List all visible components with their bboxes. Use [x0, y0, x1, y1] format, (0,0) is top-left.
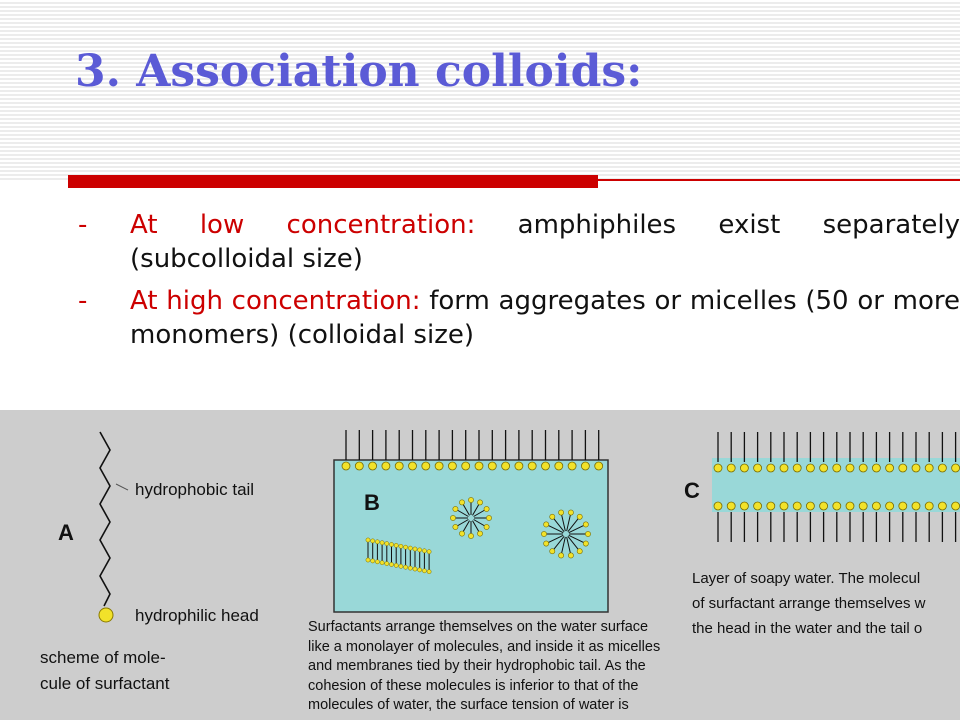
panel-c-letter: C [684, 478, 700, 503]
surfactant-head [382, 462, 390, 470]
surfactant-head [767, 464, 775, 472]
surfactant-head [395, 462, 403, 470]
surfactant-head [583, 522, 588, 527]
surfactant-head [925, 464, 933, 472]
surfactant-head [355, 462, 363, 470]
surfactant-head [385, 542, 389, 546]
surfactant-head [806, 502, 814, 510]
surfactant-head [767, 502, 775, 510]
bullet-body: amphiphiles exist separately (subcolloidal size) [130, 210, 960, 274]
surfactant-head [555, 462, 563, 470]
hydrophilic-head-label: hydrophilic head [135, 606, 259, 625]
surfactant-head [409, 462, 417, 470]
surfactant-head [793, 464, 801, 472]
surfactant-head [544, 541, 549, 546]
surfactant-head [371, 539, 375, 543]
surfactant-head [477, 500, 482, 505]
bullet-lead: At high concentration: [130, 286, 421, 316]
surfactant-head [459, 531, 464, 536]
surfactant-head [528, 462, 536, 470]
surfactant-head [389, 562, 393, 566]
panel-b-letter: B [364, 490, 380, 515]
surfactant-head [468, 533, 473, 538]
surfactant-head [404, 565, 408, 569]
surfactant-head [475, 462, 483, 470]
surfactant-head [380, 561, 384, 565]
surfactant-head [727, 502, 735, 510]
surfactant-head [448, 462, 456, 470]
surfactant-head [462, 462, 470, 470]
surfactant-head [468, 497, 473, 502]
surfactant-head [820, 502, 828, 510]
surfactant-head [886, 502, 894, 510]
surfactant-head [399, 564, 403, 568]
surfactant-head [413, 547, 417, 551]
surfactant-head [912, 502, 920, 510]
bullet-dash: - [78, 210, 88, 240]
surfactant-head [389, 542, 393, 546]
surfactant-head [568, 462, 576, 470]
surfactant-head [477, 531, 482, 536]
panel-a-caption-line-2: cule of surfactant [40, 674, 170, 693]
slide-title: 3. Association colloids: [75, 46, 643, 97]
surfactant-head [754, 502, 762, 510]
surfactant-head [872, 464, 880, 472]
surfactant-head [435, 462, 443, 470]
surfactant-head [727, 464, 735, 472]
surfactant-tail [100, 432, 110, 606]
surfactant-head [502, 462, 510, 470]
surfactant-head [453, 524, 458, 529]
surfactant-head [550, 514, 555, 519]
bullet-high-concentration [78, 284, 960, 352]
panel-c-caption: Layer of soapy water. The molecul of surfactant arrange themselves w the head in the water and the tail o [692, 570, 926, 637]
surfactant-head [899, 502, 907, 510]
surfactant-head [418, 568, 422, 572]
surfactant-head [394, 563, 398, 567]
surfactant-head [418, 548, 422, 552]
surfactant-head [846, 502, 854, 510]
title-underline-thin [598, 179, 960, 181]
surfactant-head [806, 464, 814, 472]
surfactant-head [714, 502, 722, 510]
surfactant-head [740, 502, 748, 510]
surfactant-head [515, 462, 523, 470]
surfactant-head [486, 515, 491, 520]
bullet-low-concentration [78, 208, 960, 276]
surfactant-head [859, 464, 867, 472]
bullet-lead: At low concentration: [130, 210, 476, 240]
panel-a-caption-line-1: scheme of mole- [40, 648, 166, 667]
surfactant-head [413, 567, 417, 571]
panel-a-letter: A [58, 520, 74, 545]
surfactant-head [952, 464, 960, 472]
surfactant-head [541, 531, 546, 536]
surfactant-head [780, 502, 788, 510]
surfactant-head [371, 559, 375, 563]
surfactant-head [484, 524, 489, 529]
surfactant-head [408, 566, 412, 570]
surfactant-head [833, 464, 841, 472]
surfactant-head [833, 502, 841, 510]
surfactant-head [899, 464, 907, 472]
surfactant-head [394, 543, 398, 547]
surfactant-head [568, 510, 573, 515]
title-underline [68, 175, 598, 188]
surfactant-head [422, 462, 430, 470]
surfactant-head [820, 464, 828, 472]
surfactant-head [488, 462, 496, 470]
surfactant-head [366, 558, 370, 562]
surfactant-head [577, 549, 582, 554]
surfactant-head [925, 502, 933, 510]
surfactant-head [559, 510, 564, 515]
surfactant-head [595, 462, 603, 470]
surfactant-head [422, 569, 426, 573]
bullet-list [78, 208, 960, 360]
surfactant-head [952, 502, 960, 510]
surfactant-head [550, 549, 555, 554]
surfactant-head [846, 464, 854, 472]
bullet-body: form aggregates or micelles (50 or more monomers) (colloidal size) [130, 286, 960, 350]
surfactant-head [583, 541, 588, 546]
surfactant-head [780, 464, 788, 472]
surfactant-head [399, 544, 403, 548]
surfactant-head [450, 515, 455, 520]
surfactant-head [793, 502, 801, 510]
surfactant-head [380, 541, 384, 545]
surfactant-head [484, 506, 489, 511]
surfactant-head [886, 464, 894, 472]
surfactant-head [385, 562, 389, 566]
surfactant-head [577, 514, 582, 519]
surfactant-head [427, 570, 431, 574]
surfactant-head [938, 502, 946, 510]
surfactant-head [912, 464, 920, 472]
surfactant-head [404, 545, 408, 549]
surfactant-head [408, 546, 412, 550]
surfactant-head [714, 464, 722, 472]
surfactant-head [375, 560, 379, 564]
surfactant-head [559, 553, 564, 558]
surfactant-head [581, 462, 589, 470]
surfactant-head [422, 549, 426, 553]
hydrophobic-tail-label: hydrophobic tail [135, 480, 255, 499]
surfactant-head [740, 464, 748, 472]
bullet-dash: - [78, 286, 88, 316]
surfactant-head [872, 502, 880, 510]
surfactant-head [459, 500, 464, 505]
surfactant-head [342, 462, 350, 470]
surfactant-head [542, 462, 550, 470]
panel-b-caption: Surfactants arrange themselves on the water surface like a monolayer of molecules, and inside it as micelles and membranes tied by their hydrophobic tail. As the cohesion of these molecules is inferior to that of the molecules of water, the surface tension of water is [308, 619, 661, 713]
surfactant-head [938, 464, 946, 472]
surfactant-head [754, 464, 762, 472]
surfactant-figure [0, 410, 960, 720]
surfactant-head [453, 506, 458, 511]
surfactant-head [375, 540, 379, 544]
surfactant-head [859, 502, 867, 510]
surfactant-head [544, 522, 549, 527]
surfactant-head [427, 550, 431, 554]
surfactant-head [369, 462, 377, 470]
surfactant-head [99, 608, 113, 622]
surfactant-head [568, 553, 573, 558]
surfactant-head [585, 531, 590, 536]
surfactant-head [366, 538, 370, 542]
